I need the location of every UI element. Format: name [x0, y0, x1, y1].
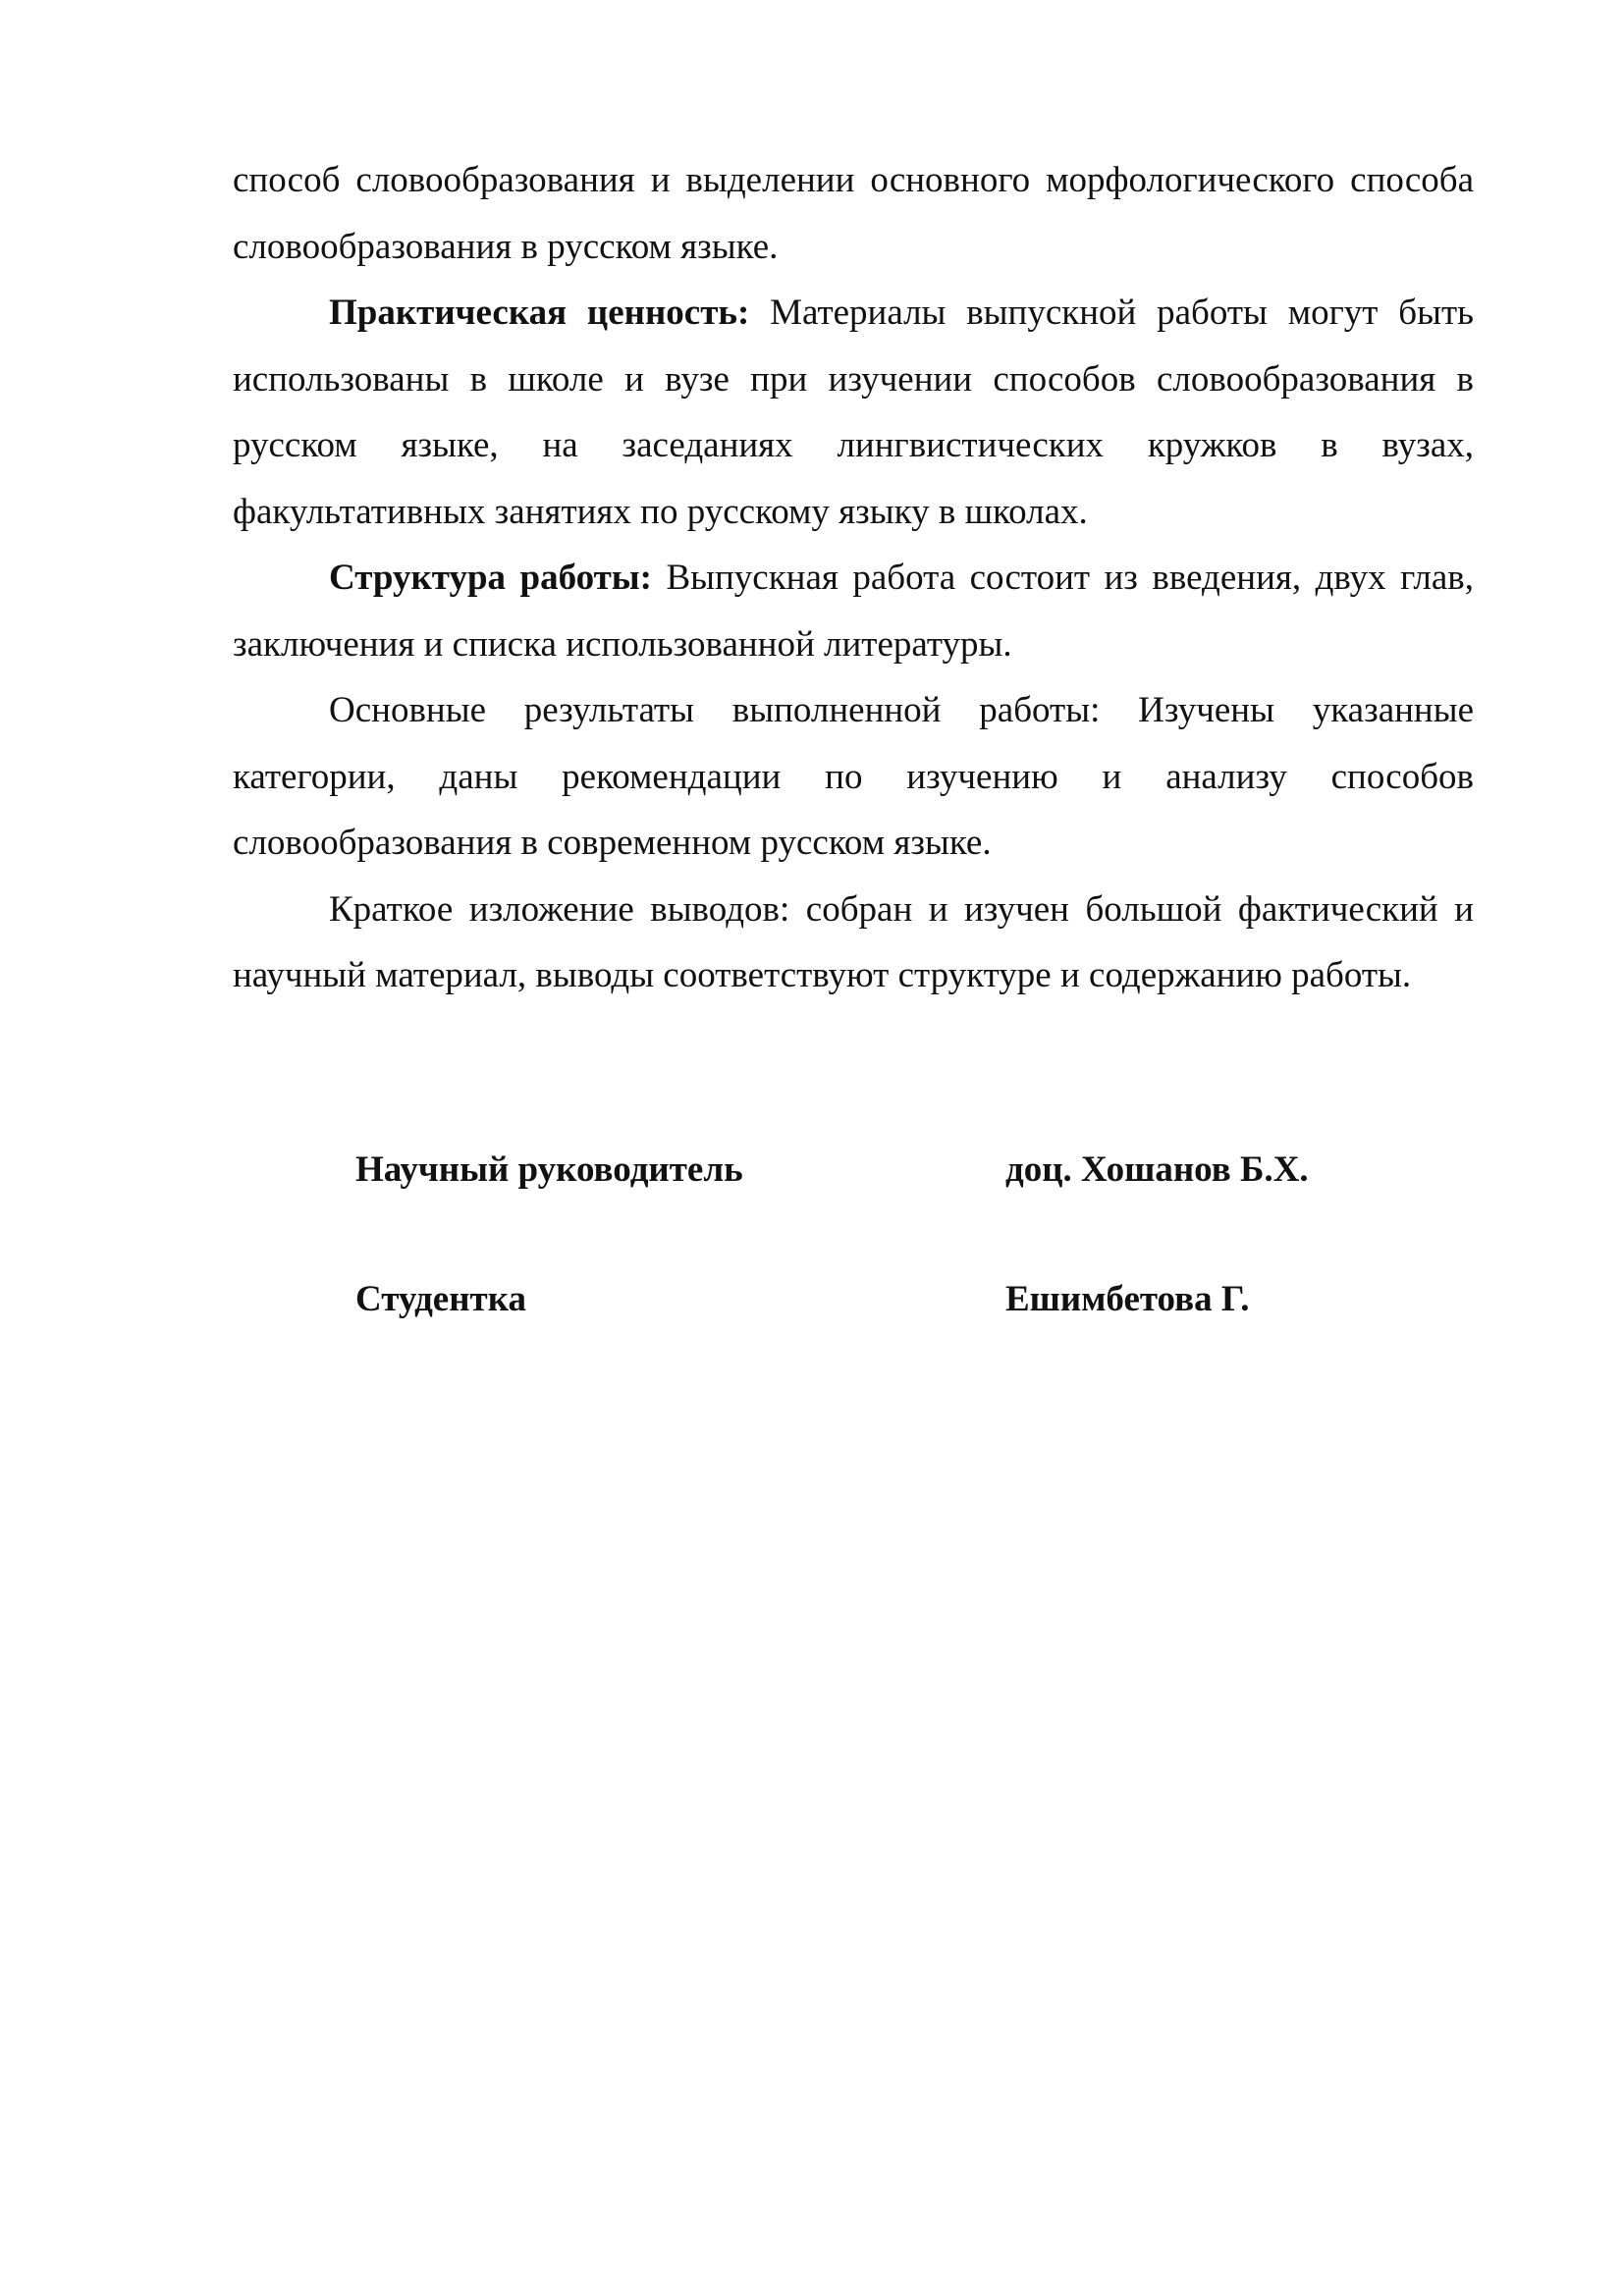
paragraph-conclusions: Краткое изложение выводов: собран и изучен большой фактический и научный материал, выводы соответствуют структуре и содержанию работы. [233, 888, 1474, 995]
practical-value-text: Материалы выпускной работы могут быть использованы в школе и вузе при изучении способов словообразования в русском языке, на заседаниях лингвистических кружков в вузах, факультативных занятиях по русскому языку в школах. [233, 293, 1474, 532]
paragraph-results: Основные результаты выполненной работы: Изучены указанные категории, даны рекомендации по изучению и анализу способов словообразования в современном русском языке. [233, 690, 1474, 863]
paragraph-practical-value [233, 280, 1474, 545]
paragraph-structure [233, 545, 1474, 677]
student-name: Ешимбетова Г. [1005, 1279, 1250, 1319]
paragraph-continuation: способ словообразования и выделении основного морфологического способа словообразования в русском языке. [233, 160, 1474, 267]
structure-heading: Структура работы: [329, 558, 652, 598]
practical-value-heading: Практическая ценность: [329, 293, 750, 333]
supervisor-role-label: Научный руководитель [355, 1149, 743, 1190]
structure-text: Выпускная работа состоит из введения, двух глав, заключения и списка использованной литературы. [233, 558, 1474, 665]
document-body [233, 147, 1474, 1009]
supervisor-name: доц. Хошанов Б.Х. [1005, 1149, 1309, 1190]
student-role-label: Студентка [355, 1279, 526, 1319]
